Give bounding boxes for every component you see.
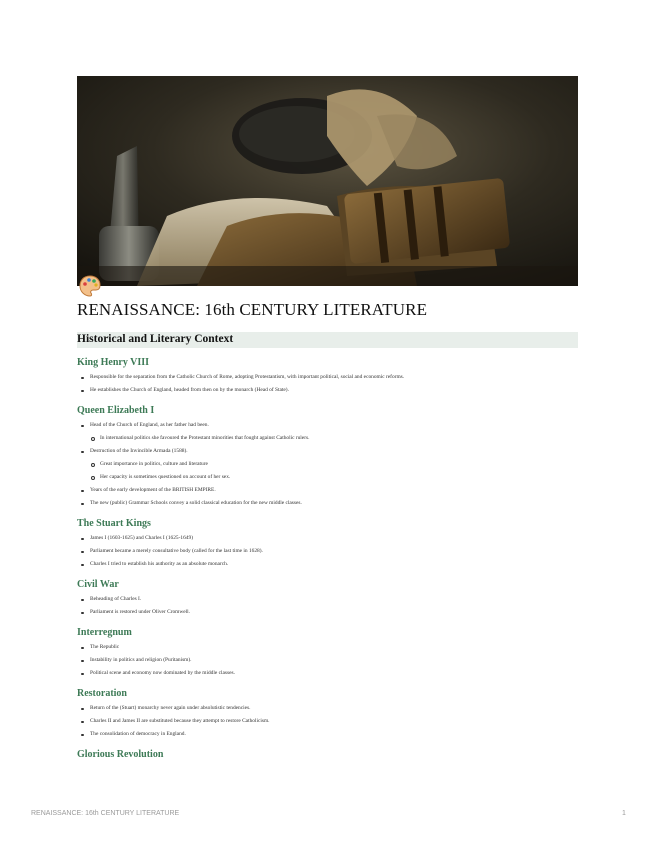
- page-number: 1: [622, 810, 626, 817]
- page-title: RENAISSANCE: 16th CENTURY LITERATURE: [77, 300, 428, 319]
- cover-image: [77, 76, 578, 286]
- palette-icon: [78, 274, 102, 298]
- list-item: The new (public) Grammar Schools convey a solid classical education for the new middle classes.: [77, 500, 578, 507]
- list-item: Parliament is restored under Oliver Cromwell.: [77, 609, 578, 616]
- sub-list-item: In international politics she favoured the Protestant minorities that fought against Catholic rulers.: [77, 435, 578, 442]
- bullet-list: [77, 374, 578, 394]
- list-item: Head of the Church of England, as her father had been.: [77, 422, 578, 429]
- list-item: Destruction of the Invincible Armada (1588).: [77, 448, 578, 455]
- bullet-list: [77, 422, 578, 507]
- subsection-heading: Restoration: [77, 688, 127, 699]
- list-item: Years of the early development of the BRITISH EMPIRE.: [77, 487, 578, 494]
- subsection-heading: Queen Elizabeth I: [77, 405, 155, 416]
- subsection-heading: The Stuart Kings: [77, 518, 151, 529]
- list-item: He establishes the Church of England, headed from then on by the monarch (Head of State).: [77, 387, 578, 394]
- list-item: The consolidation of democracy in England.: [77, 731, 578, 738]
- subsection-heading: Civil War: [77, 579, 119, 590]
- bullet-list: [77, 535, 578, 568]
- sub-list-item: Great importance in politics, culture and literature: [77, 461, 578, 468]
- list-item: James I (1603-1625) and Charles I (1625-1649): [77, 535, 578, 542]
- list-item: Political scene and economy now dominated by the middle classes.: [77, 670, 578, 677]
- footer-title: RENAISSANCE: 16th CENTURY LITERATURE: [31, 810, 180, 817]
- list-item: Instability in politics and religion (Puritanism).: [77, 657, 578, 664]
- bullet-list: [77, 705, 578, 738]
- list-item: Charles II and James II are substituted because they attempt to restore Catholicism.: [77, 718, 578, 725]
- list-item: Responsible for the separation from the Catholic Church of Rome, adopting Protestantism, with important political, social and economic reforms.: [77, 374, 578, 381]
- section-content: [77, 352, 578, 761]
- section-heading: Historical and Literary Context: [77, 332, 578, 348]
- subsection-heading: King Henry VIII: [77, 357, 150, 368]
- subsection-heading: Interregnum: [77, 627, 132, 638]
- sub-list-item: Her capacity is sometimes questioned on account of her sex.: [77, 474, 578, 481]
- list-item: Charles I tried to establish his authority as an absolute monarch.: [77, 561, 578, 568]
- list-item: Parliament became a merely consultative body (called for the last time in 1628).: [77, 548, 578, 555]
- bullet-list: [77, 596, 578, 616]
- list-item: Return of the (Stuart) monarchy never again under absolutistic tendencies.: [77, 705, 578, 712]
- list-item: The Republic: [77, 644, 578, 651]
- list-item: Beheading of Charles I.: [77, 596, 578, 603]
- subsection-heading: Glorious Revolution: [77, 749, 164, 760]
- bullet-list: [77, 644, 578, 677]
